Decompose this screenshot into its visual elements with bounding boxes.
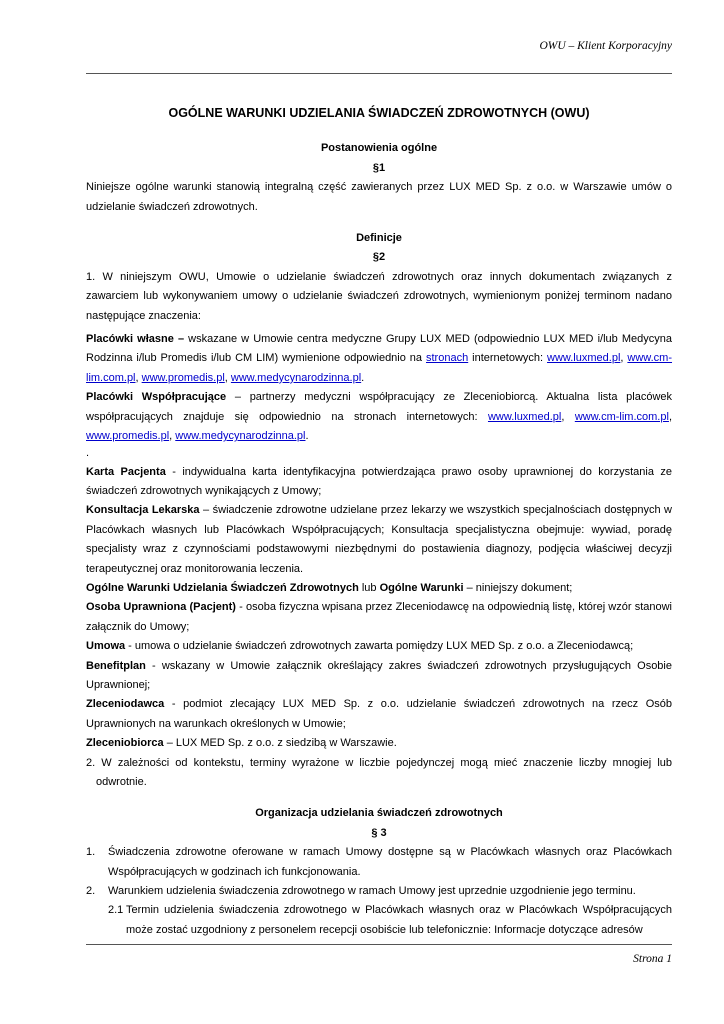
link-stronach[interactable]: stronach bbox=[426, 352, 469, 365]
definitions-point-2: 2. W zależności od kontekstu, terminy wyrażone w liczbie pojedynczej mogą mieć znaczenie liczby mnogiej lub odwrotnie. bbox=[86, 756, 672, 788]
definition-owu: Ogólne Warunki Udzielania Świadczeń Zdrowotnych lub Ogólne Warunki – niniejszy dokument; bbox=[86, 581, 573, 594]
header-rule bbox=[86, 73, 672, 74]
section-heading: Organizacja udzielania świadczeń zdrowotnych bbox=[255, 807, 503, 820]
link-medycynarodzinna[interactable]: www.medycynarodzinna.pl bbox=[175, 430, 306, 443]
list-item: 2. Warunkiem udzielenia świadczenia zdrowotnego w ramach Umowy jest uprzednie uzgodnienie jego terminu. bbox=[86, 885, 636, 898]
definition-term: Placówki własne – bbox=[86, 333, 185, 346]
link-promedis[interactable]: www.promedis.pl bbox=[141, 371, 225, 384]
definition-term: Placówki Współpracujące bbox=[86, 391, 227, 404]
running-header: OWU – Klient Korporacyjny bbox=[539, 40, 672, 52]
definition-zleceniobiorca: Zleceniobiorca – LUX MED Sp. z o.o. z siedzibą w Warszawie. bbox=[86, 737, 397, 750]
stray-dot: . bbox=[86, 446, 90, 459]
definition-osoba-uprawniona: Osoba Uprawniona (Pacjent) - osoba fizyczna wpisana przez Zleceniodawcę na odpowiednią listę, której wzór stanowi załącznik do Umowy; bbox=[86, 601, 672, 633]
section-heading: Definicje bbox=[356, 232, 402, 245]
document-body bbox=[86, 104, 672, 940]
link-cm-lim[interactable]: www.cm-lim.com.pl bbox=[574, 410, 669, 423]
paragraph-number: § 3 bbox=[371, 826, 387, 839]
link-luxmed[interactable]: www.luxmed.pl bbox=[487, 410, 562, 423]
section-1-text: Niniejsze ogólne warunki stanowią integralną część zawieranych przez LUX MED Sp. z o.o. w Warszawie umów o udzielanie świadczeń zdrowotnych. bbox=[86, 181, 672, 213]
section-heading: Postanowienia ogólne bbox=[320, 142, 438, 155]
definition-placowki-wlasne: Placówki własne – wskazane w Umowie centra medyczne Grupy LUX MED (odpowiednio LUX MED i/lub Medycyna Rodzinna i/lub Promedis i/lub CM LIM) wymienione odpowiednio na stronach internetowych: www.luxmed.pl, www.cm-lim.com.pl, www.promedis.pl, www.medycynarodzinna.pl. bbox=[86, 333, 673, 384]
link-promedis[interactable]: www.promedis.pl bbox=[86, 430, 170, 443]
definitions-intro: 1. W niniejszym OWU, Umowie o udzielanie świadczeń zdrowotnych oraz innych dokumentach związanych z zawarciem lub wykonywaniem umowy o udzielanie świadczeń zdrowotnych, wymienionym poniżej terminom nadano następujące znaczenia: bbox=[86, 270, 672, 322]
definition-karta: Karta Pacjenta - indywidualna karta identyfikacyjna potwierdzająca prawo osoby uprawnionej do korzystania ze świadczeń zdrowotnych wynikających z Umowy; bbox=[86, 465, 672, 497]
definition-konsultacja: Konsultacja Lekarska – świadczenie zdrowotne udzielane przez lekarzy we wszystkich specjalnościach dostępnych w Placówkach własnych lub Placówkach Współpracujących; Konsultacja specjalistyczna obejmuje: wywiad, poradę specjalisty wraz z czynnościami podstawowymi niezbędnymi do postawienia diagnozy, podjęcia właściwej decyzji terapeutycznej oraz monitorowania leczenia. bbox=[86, 504, 672, 575]
sub-list-item: 2.1 Termin udzielenia świadczenia zdrowotnego w Placówkach własnych oraz w Placówkach Współpracujących może zostać uzgodniony z personelem recepcji osobiście lub telefonicznie: Informacje dotyczące adresów bbox=[108, 904, 672, 936]
list-item: 1. Świadczenia zdrowotne oferowane w ramach Umowy dostępne są w Placówkach własnych oraz Placówkach Współpracujących w godzinach ich funkcjonowania. bbox=[86, 846, 672, 878]
definition-placowki-wspolpracujace: Placówki Współpracujące – partnerzy medyczni współpracujący ze Zleceniobiorcą. Aktualna lista placówek współpracujących znajduje się odpowiednio na stronach internetowych: www.luxmed.pl, www.cm-lim.com.pl, www.promedis.pl, www.medycynarodzinna.pl. bbox=[86, 391, 673, 443]
paragraph-number: §1 bbox=[372, 161, 386, 174]
definition-benefitplan: Benefitplan - wskazany w Umowie załącznik określający zakres świadczeń zdrowotnych przysługujących Osobie Uprawnionej; bbox=[86, 659, 672, 691]
footer-rule bbox=[86, 944, 672, 945]
definition-umowa: Umowa - umowa o udzielanie świadczeń zdrowotnych zawarta pomiędzy LUX MED Sp. z o.o. a Zleceniodawcą; bbox=[86, 640, 634, 653]
definition-zleceniodawca: Zleceniodawca - podmiot zlecający LUX MED Sp. z o.o. udzielanie świadczeń zdrowotnych na rzecz Osób Uprawnionych na warunkach określonych w Umowie; bbox=[86, 698, 672, 730]
document-title: OGÓLNE WARUNKI UDZIELANIA ŚWIADCZEŃ ZDROWOTNYCH (OWU) bbox=[168, 106, 590, 120]
link-luxmed[interactable]: www.luxmed.pl bbox=[547, 352, 621, 365]
link-cm-lim[interactable]: www.cm-lim.com.pl bbox=[86, 352, 673, 384]
link-medycynarodzinna[interactable]: www.medycynarodzinna.pl bbox=[230, 371, 362, 384]
paragraph-number: §2 bbox=[372, 251, 386, 264]
page-number: Strona 1 bbox=[633, 953, 672, 965]
